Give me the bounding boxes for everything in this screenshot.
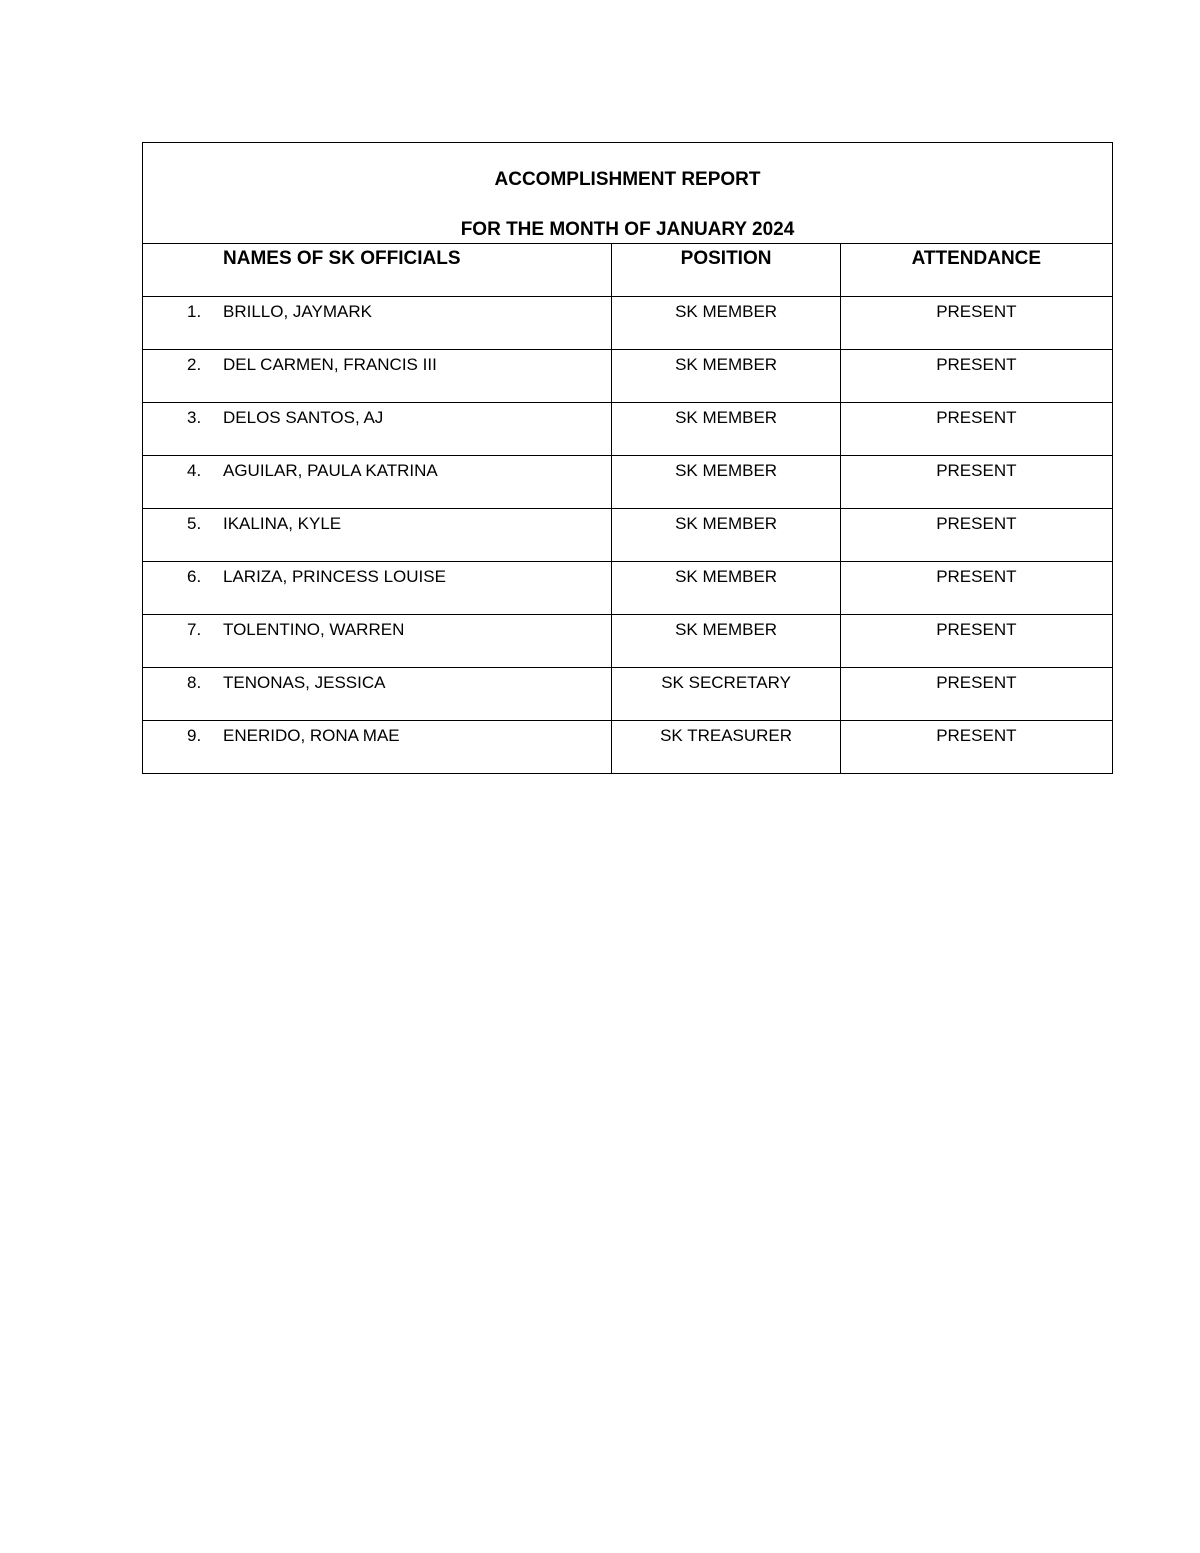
row-number: 6. [187,567,202,586]
table-row [143,403,1113,456]
position-cell: SK MEMBER [612,615,840,668]
official-name: LARIZA, PRINCESS LOUISE [223,567,446,586]
table-row [143,509,1113,562]
position-cell: SK MEMBER [612,509,840,562]
row-number: 5. [187,514,202,533]
official-name: AGUILAR, PAULA KATRINA [223,461,438,480]
official-name: DELOS SANTOS, AJ [223,408,384,427]
position-cell: SK MEMBER [612,297,840,350]
attendance-cell: PRESENT [840,456,1112,509]
row-number: 8. [187,673,202,692]
position-cell: SK SECRETARY [612,668,840,721]
column-header-names: NAMES OF SK OFFICIALS [143,244,612,297]
column-header-attendance: ATTENDANCE [840,244,1112,297]
row-number: 1. [187,302,202,321]
name-cell [143,350,612,403]
attendance-cell: PRESENT [840,562,1112,615]
row-number: 4. [187,461,202,480]
official-name: TOLENTINO, WARREN [223,620,405,639]
official-name: IKALINA, KYLE [223,514,342,533]
name-cell [143,562,612,615]
name-cell [143,668,612,721]
position-cell: SK TREASURER [612,721,840,774]
table-row [143,350,1113,403]
report-title: ACCOMPLISHMENT REPORT [494,169,761,190]
table-body [143,297,1113,774]
row-number: 9. [187,726,202,745]
position-cell: SK MEMBER [612,350,840,403]
report-subtitle: FOR THE MONTH OF JANUARY 2024 [460,219,795,240]
official-name: BRILLO, JAYMARK [223,302,372,321]
attendance-cell: PRESENT [840,297,1112,350]
name-cell [143,456,612,509]
table-row [143,562,1113,615]
attendance-cell: PRESENT [840,509,1112,562]
position-cell: SK MEMBER [612,562,840,615]
table-row [143,456,1113,509]
official-name: TENONAS, JESSICA [223,673,386,692]
title-row [143,143,1113,244]
table-row [143,721,1113,774]
accomplishment-report-table [142,142,1113,774]
title-cell [143,143,1113,244]
position-cell: SK MEMBER [612,403,840,456]
name-cell [143,403,612,456]
name-cell [143,615,612,668]
attendance-cell: PRESENT [840,350,1112,403]
position-cell: SK MEMBER [612,456,840,509]
table-row [143,297,1113,350]
row-number: 3. [187,408,202,427]
attendance-cell: PRESENT [840,721,1112,774]
table-row [143,615,1113,668]
attendance-cell: PRESENT [840,615,1112,668]
attendance-cell: PRESENT [840,403,1112,456]
attendance-cell: PRESENT [840,668,1112,721]
table-row [143,668,1113,721]
official-name: ENERIDO, RONA MAE [223,726,400,745]
name-cell [143,297,612,350]
name-cell [143,509,612,562]
header-row [143,244,1113,297]
row-number: 2. [187,355,202,374]
column-header-position: POSITION [612,244,840,297]
official-name: DEL CARMEN, FRANCIS III [223,355,437,374]
name-cell [143,721,612,774]
row-number: 7. [187,620,202,639]
